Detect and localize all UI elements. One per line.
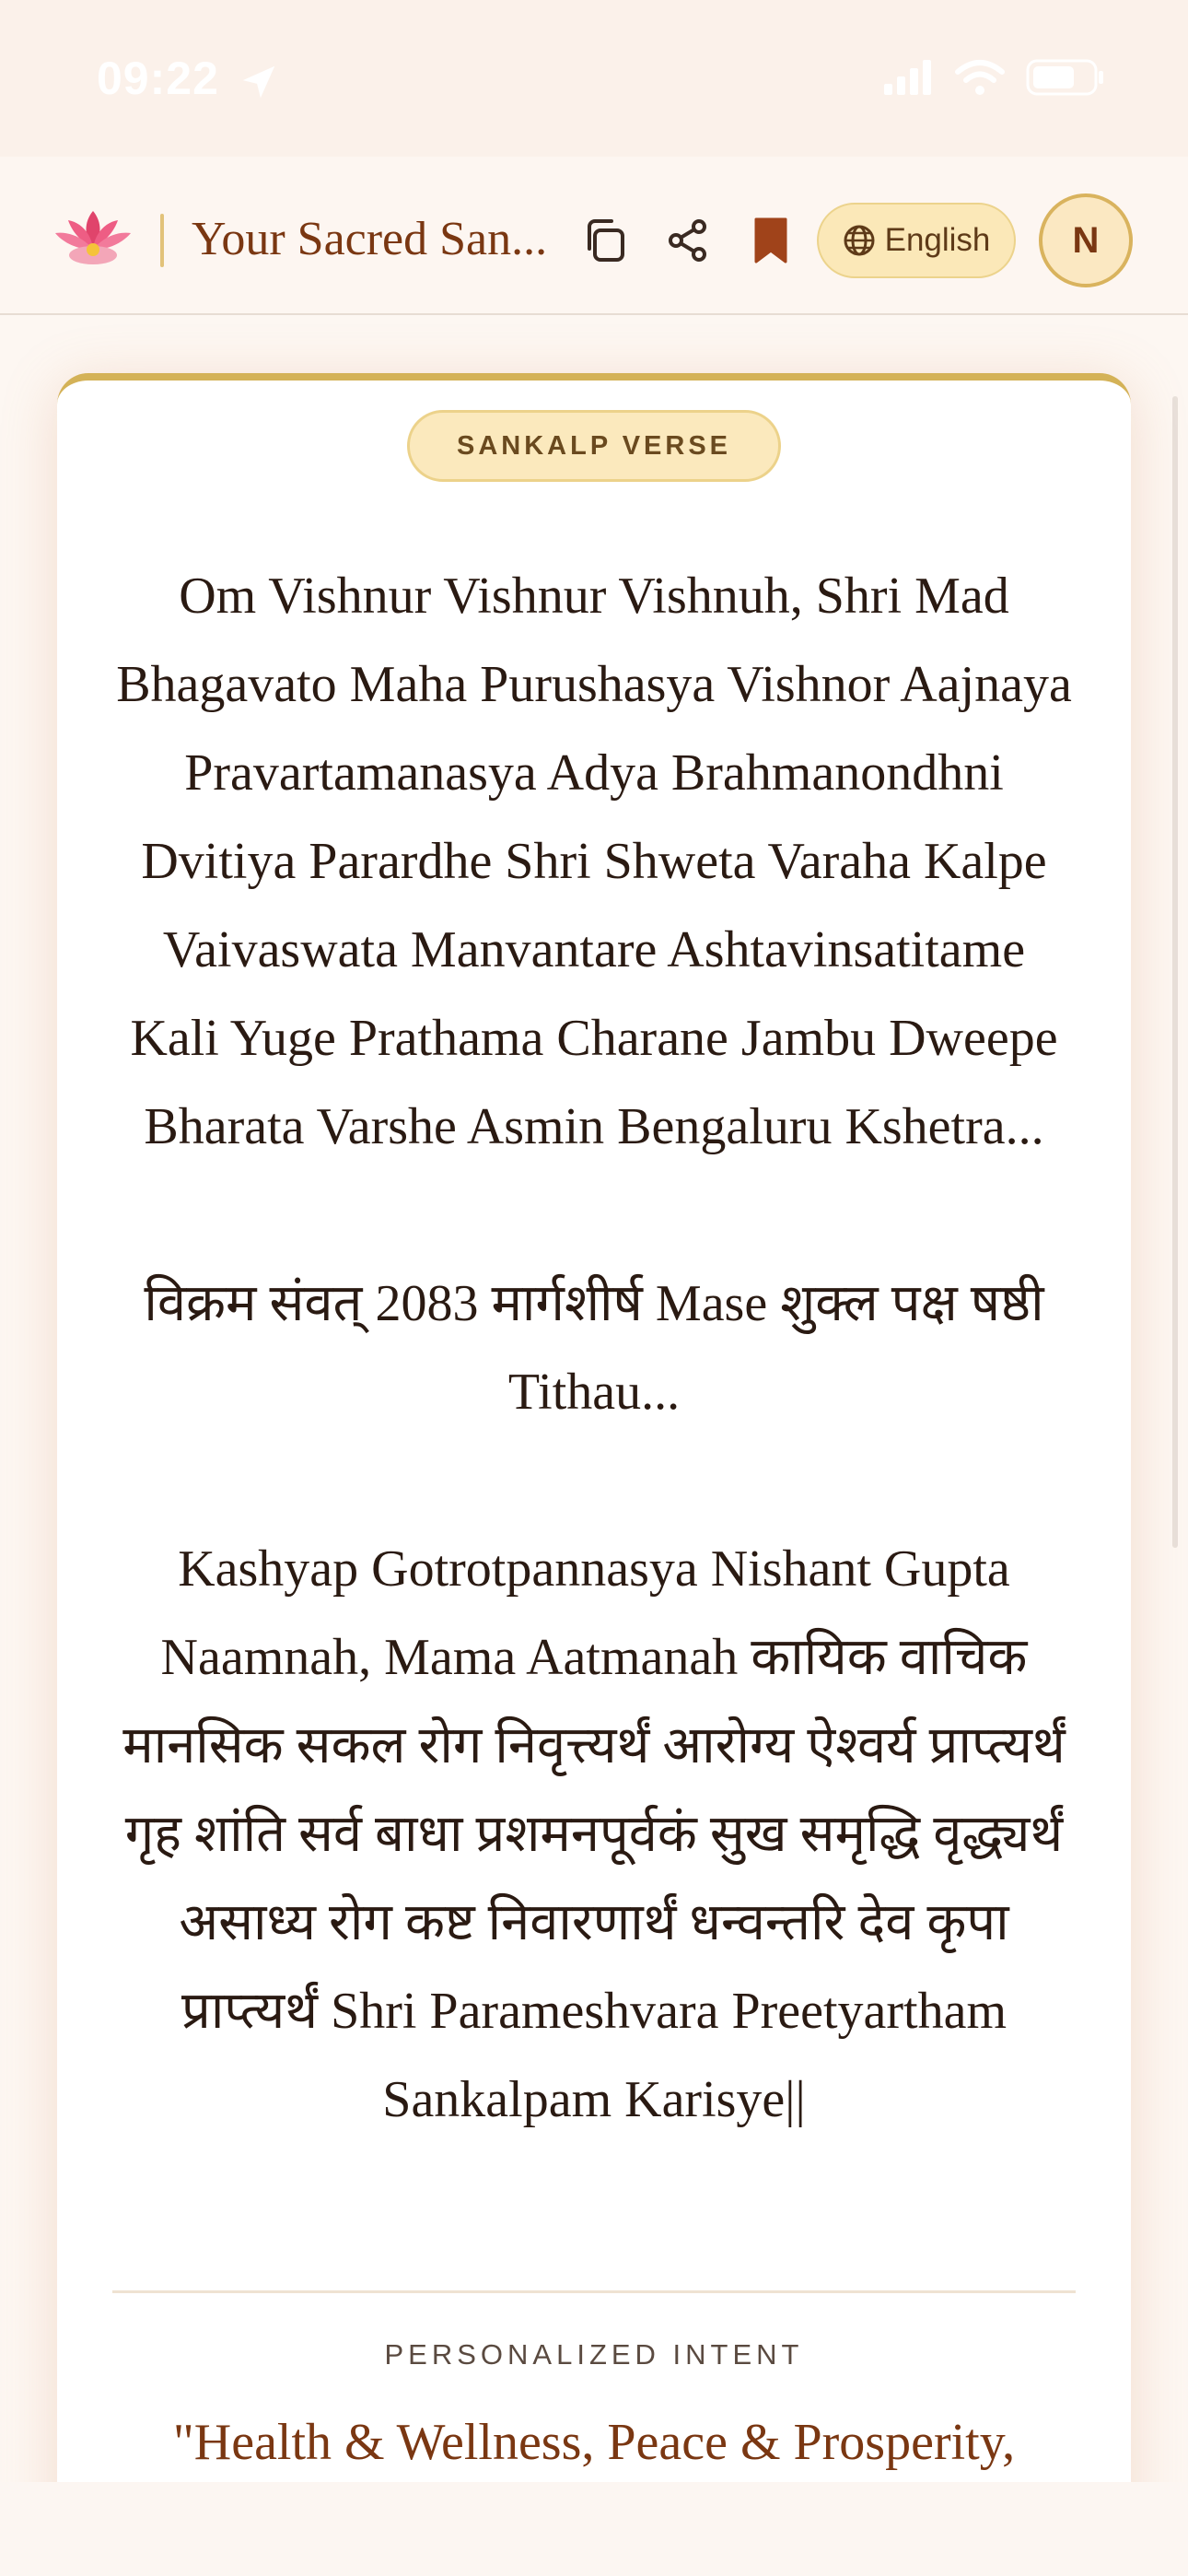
language-selector[interactable] xyxy=(817,203,1016,278)
personalized-intent-text: "Health & Wellness, Peace & Prosperity, xyxy=(172,2414,1016,2471)
status-time: 09:22 xyxy=(97,53,219,104)
page-title: Your Sacred San... xyxy=(192,213,548,265)
status-indicators xyxy=(884,59,1105,96)
bookmark-icon xyxy=(751,216,791,265)
share-icon xyxy=(665,217,711,263)
verse-paragraph: Om Vishnur Vishnur Vishnuh, Shri Mad Bhagavato Maha Purushasya Vishnor Aajnaya Pravartamanasya Adya Brahmanondhni Dvitiya Parardhe Shri Shweta Varaha Kalpe Vaivaswata Manvantare Ashtavinsatitame Kali Yuge Prathama Charane Jambu Dweepe Bharata Varshe Asmin Bengaluru Kshetra... xyxy=(116,568,1072,1155)
app-header xyxy=(0,157,1188,315)
verse-paragraph: Kashyap Gotrotpannasya Nishant Gupta Naamnah, Mama Aatmanah कायिक वाचिक मानसिक सकल रोग निवृत्त्यर्थं आरोग्य ऐश्वर्य प्राप्त्यर्थं गृह शांति सर्व बाधा प्रशमनपूर्वकं सुख समृद्धि वृद्ध्यर्थं असाध्य रोग कष्ट निवारणार्थं धन्वन्तरि देव कृपा प्राप्त्यर्थं Shri Parameshvara Preetyartham Sankalpam Karisye|| xyxy=(122,1540,1066,2128)
globe-icon xyxy=(843,224,876,257)
copy-icon xyxy=(582,217,628,263)
status-bar xyxy=(0,0,1188,157)
location-arrow-icon xyxy=(238,61,280,103)
wifi-icon xyxy=(954,59,1006,96)
scrollbar[interactable] xyxy=(1172,396,1178,1548)
copy-button[interactable] xyxy=(577,212,634,269)
share-button[interactable] xyxy=(659,212,716,269)
sankalp-verse xyxy=(112,552,1076,2232)
section-divider xyxy=(112,2290,1076,2293)
lotus-icon xyxy=(53,205,133,270)
verse-paragraph: विक्रम संवत् 2083 मार्गशीर्ष Mase शुक्ल पक्ष षष्ठी Tithau... xyxy=(144,1275,1044,1421)
header-divider xyxy=(160,214,164,267)
sankalp-verse-badge: SANKALP VERSE xyxy=(407,410,781,482)
language-label: English xyxy=(884,222,991,258)
bottom-bar xyxy=(0,2482,1188,2576)
bookmark-button[interactable] xyxy=(742,212,799,269)
avatar[interactable]: N xyxy=(1039,193,1133,287)
battery-icon xyxy=(1026,59,1105,96)
personalized-intent-label: PERSONALIZED INTENT xyxy=(384,2338,804,2371)
signal-icon xyxy=(884,60,934,95)
sankalp-card xyxy=(57,373,1131,2576)
